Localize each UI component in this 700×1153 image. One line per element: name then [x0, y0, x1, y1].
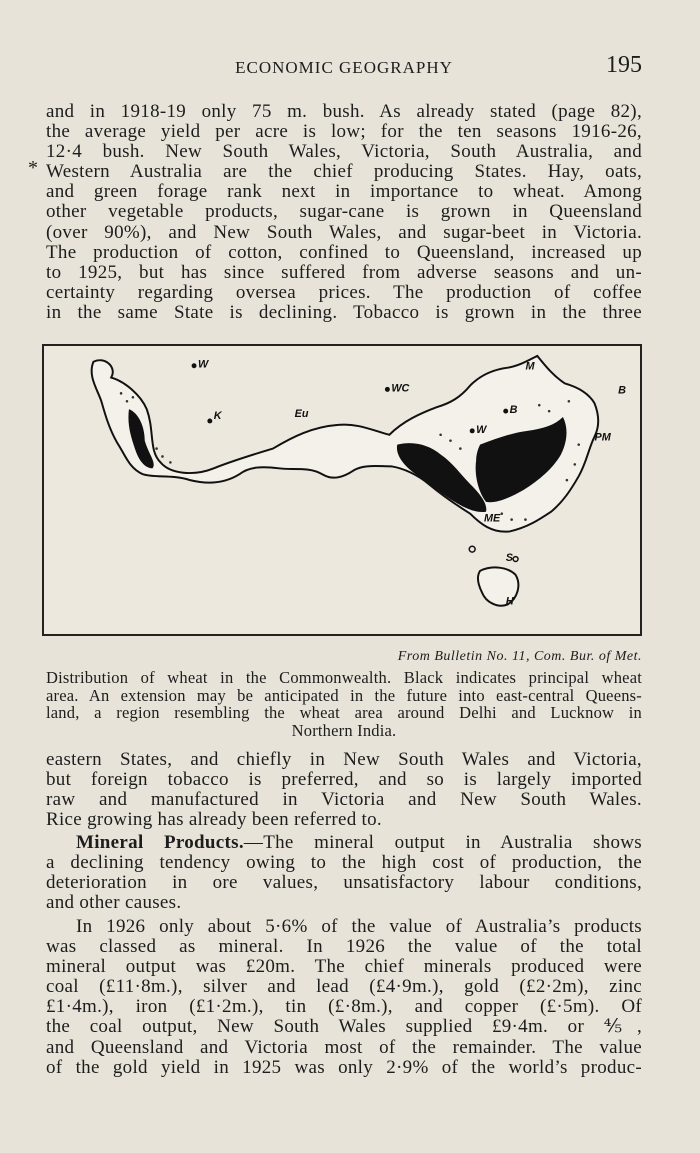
text-line: of the gold yield in 1925 was only 2·9% of the world’s produc- — [46, 1056, 642, 1078]
paragraph-wheat — [46, 102, 642, 323]
caption-line: area. An extension may be anticipated in the future into east-central Queens- — [46, 685, 642, 705]
map-credit: From Bulletin No. 11, Com. Bur. of Met. — [397, 649, 642, 664]
text-line: deterioration in ore values, unsatisfactory labour conditions, — [46, 872, 642, 894]
text-line: to 1925, but has since suffered from adverse seasons and un- — [46, 261, 642, 283]
text-line: eastern States, and chiefly in New South Wales and Victoria, — [46, 749, 642, 770]
text-line: Western Australia are the chief producing States. Hay, oats, — [46, 161, 642, 183]
text-line: and in 1918-19 only 75 m. bush. As already stated (page 82), — [46, 101, 642, 122]
caption-line: land, a region resembling the wheat area around Delhi and Lucknow in — [46, 703, 642, 722]
map-label: W — [198, 358, 209, 371]
map-label: S — [505, 552, 513, 565]
paragraph-tobacco — [46, 750, 642, 830]
map-label: WC — [391, 382, 410, 395]
running-title: ECONOMIC GEOGRAPHY — [235, 58, 453, 77]
text-line: in the same State is declining. Tobacco is grown in the three — [46, 301, 642, 323]
island-king — [469, 546, 475, 552]
town-marker — [503, 409, 508, 414]
section-heading: Mineral Products. — [76, 832, 244, 853]
text-line: and other causes. — [46, 892, 182, 914]
text-line: the coal output, New South Wales supplied £9·4m. or ⅘, — [46, 1016, 642, 1038]
page-number: 195 — [606, 52, 642, 78]
text-line: 12·4 bush. New South Wales, Victoria, South Australia, and — [46, 141, 642, 163]
map-label: ME — [484, 512, 501, 525]
text-line: mineral output was £20m. The chief minerals produced were — [46, 956, 642, 978]
text-line: other vegetable products, sugar-cane is grown in Queensland — [46, 201, 642, 223]
map-label: K — [213, 409, 222, 422]
map-label: B — [618, 384, 626, 397]
page-header — [46, 52, 642, 86]
wheat-distribution-map — [42, 344, 642, 636]
text-line: (over 90%), and New South Wales, and sugar-beet in Victoria. — [46, 221, 642, 243]
paragraph-mineral-values — [46, 917, 642, 1078]
map-label: W — [476, 423, 487, 436]
text-line: Rice growing has already been referred to. — [46, 809, 382, 831]
map-label: PM — [594, 431, 611, 444]
town-marker — [385, 387, 390, 392]
map-figure — [44, 346, 640, 634]
text-line: but foreign tobacco is preferred, and so is largely imported — [46, 769, 642, 791]
map-label: M — [525, 360, 535, 373]
text-line: £1·4m.), iron (£1·2m.), tin (£·8m.), and copper (£·5m). Of — [46, 996, 642, 1018]
text-line: raw and manufactured in Victoria and New South Wales. — [46, 789, 642, 811]
text-line: The production of cotton, confined to Queensland, increased up — [46, 241, 642, 263]
text-line: and green forage rank next in importance to wheat. Among — [46, 181, 642, 203]
town-marker — [207, 418, 212, 423]
text-line — [46, 833, 642, 853]
caption-line: Distribution of wheat in the Commonwealth. Black indicates principal wheat — [46, 668, 642, 687]
margin-mark: * — [28, 157, 38, 179]
town-marker — [192, 363, 197, 368]
text-line: coal (£11·8m.), silver and lead (£4·9m.), gold (£2·2m), zinc — [46, 976, 642, 998]
text-line: the average yield per acre is low; for the ten seasons 1916-26, — [46, 121, 642, 143]
text-line: and Queensland and Victoria most of the remainder. The value — [46, 1036, 642, 1058]
town-marker — [470, 428, 475, 433]
text-line: was classed as mineral. In 1926 the value of the total — [46, 936, 642, 958]
heading-continuation: —The mineral output in Australia shows — [243, 832, 642, 853]
map-label: Eu — [294, 408, 309, 421]
text-line: In 1926 only about 5·6% of the value of Australia’s products — [76, 916, 642, 937]
caption-line: Northern India. — [291, 720, 397, 740]
text-line: a declining tendency owing to the high cost of production, the — [46, 852, 642, 874]
text-line: certainty regarding oversea prices. The production of coffee — [46, 281, 642, 303]
island-flinders — [513, 557, 518, 562]
map-label: B — [509, 404, 518, 417]
map-label: H — [505, 595, 514, 608]
paragraph-mineral — [46, 833, 642, 913]
figure-caption — [46, 669, 642, 739]
